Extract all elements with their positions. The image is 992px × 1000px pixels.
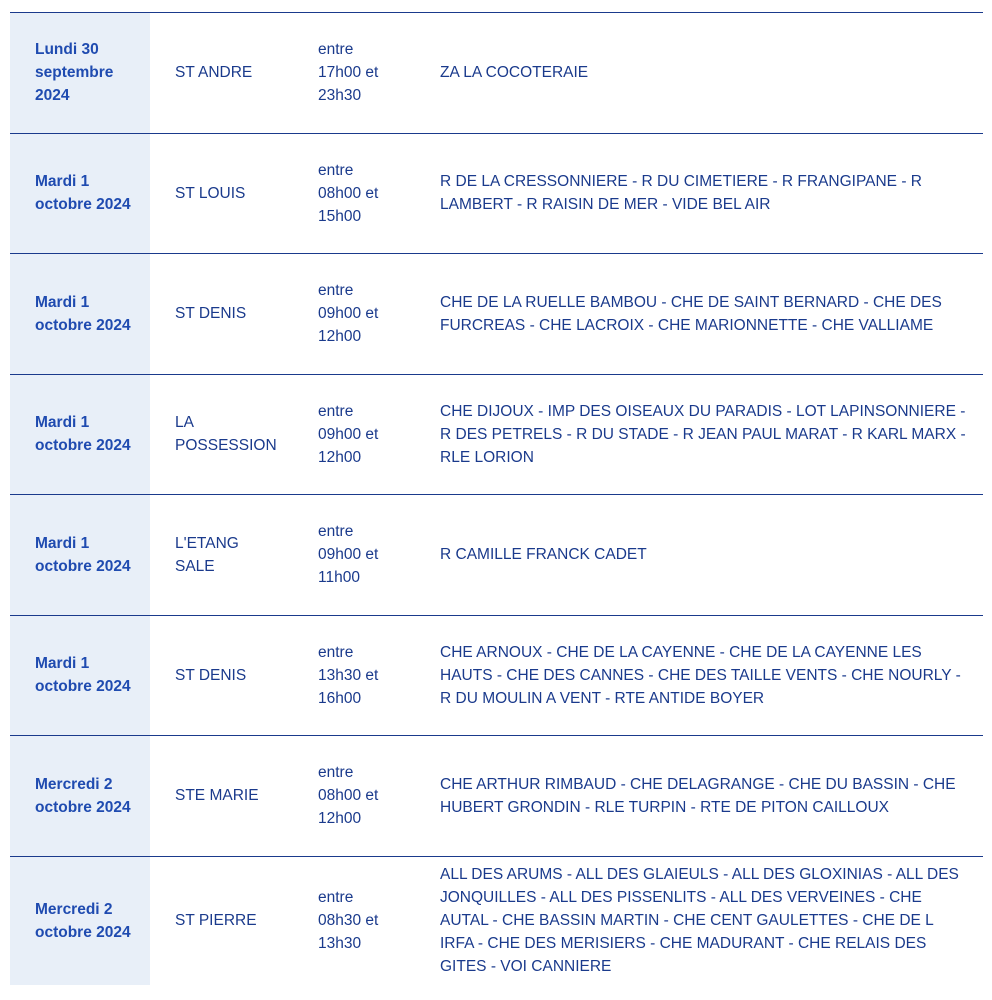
streets-text: ALL DES ARUMS - ALL DES GLAIEULS - ALL DES GLOXINIAS - ALL DES JONQUILLES - ALL DES PISSENLITS - ALL DES VERVEINES - CHE AUTAL - CHE BASSIN MARTIN - CHE CENT GAULETTES - CHE DE L IRFA - CHE DES MERISIERS - CHE MADURANT - CHE RELAIS DES GITES - VOI CANNIERE (440, 866, 959, 975)
city-text: LA POSSESSION (175, 414, 277, 455)
streets-cell (415, 375, 983, 495)
date-cell (10, 736, 150, 856)
streets-cell (415, 616, 983, 736)
city-cell (150, 13, 294, 133)
date-text: Mardi 1 octobre 2024 (35, 414, 131, 455)
city-text: ST PIERRE (175, 912, 257, 929)
table-row (10, 495, 983, 616)
date-text: Mercredi 2 octobre 2024 (35, 900, 131, 941)
streets-cell (415, 254, 983, 374)
time-text: entre 08h00 et 15h00 (318, 161, 379, 225)
streets-text: CHE ARTHUR RIMBAUD - CHE DELAGRANGE - CHE DU BASSIN - CHE HUBERT GRONDIN - RLE TURPIN - RTE DE PITON CAILLOUX (440, 775, 956, 816)
date-cell (10, 616, 150, 736)
date-cell (10, 857, 150, 985)
table-row (10, 13, 983, 134)
date-cell (10, 375, 150, 495)
time-cell (294, 616, 415, 736)
city-text: ST DENIS (175, 305, 247, 323)
time-cell (294, 495, 415, 615)
time-cell (294, 134, 415, 254)
date-cell (10, 254, 150, 374)
time-text: entre 13h30 et 16h00 (318, 643, 379, 707)
streets-text: ZA LA COCOTERAIE (440, 64, 589, 82)
city-cell (150, 495, 294, 615)
streets-text: R CAMILLE FRANCK CADET (440, 546, 647, 564)
streets-cell (415, 13, 983, 133)
time-cell (294, 13, 415, 133)
date-text: Mardi 1 octobre 2024 (35, 293, 131, 334)
time-text: entre 08h00 et 12h00 (318, 764, 379, 828)
city-text: ST LOUIS (175, 184, 246, 202)
city-text: ST DENIS (175, 666, 247, 684)
streets-text: CHE ARNOUX - CHE DE LA CAYENNE - CHE DE LA CAYENNE LES HAUTS - CHE DES CANNES - CHE DES TAILLE VENTS - CHE NOURLY - R DU MOULIN A VENT - RTE ANTIDE BOYER (440, 643, 961, 707)
date-text: Mercredi 2 octobre 2024 (35, 775, 131, 816)
city-text: ST ANDRE (175, 64, 253, 82)
city-cell (150, 857, 294, 985)
time-text: entre 08h30 et 13h30 (318, 889, 379, 952)
city-cell (150, 254, 294, 374)
table-row (10, 254, 983, 375)
date-text: Mardi 1 octobre 2024 (35, 173, 131, 214)
date-cell (10, 495, 150, 615)
date-cell (10, 13, 150, 133)
streets-cell (415, 857, 983, 985)
city-text: L'ETANG SALE (175, 534, 239, 575)
city-cell (150, 134, 294, 254)
streets-cell (415, 495, 983, 615)
time-cell (294, 375, 415, 495)
streets-text: CHE DE LA RUELLE BAMBOU - CHE DE SAINT BERNARD - CHE DES FURCREAS - CHE LACROIX - CHE MARIONNETTE - CHE VALLIAME (440, 293, 942, 334)
time-cell (294, 857, 415, 985)
date-text: Mardi 1 octobre 2024 (35, 655, 131, 696)
time-cell (294, 736, 415, 856)
table-row (10, 736, 983, 857)
streets-cell (415, 736, 983, 856)
streets-cell (415, 134, 983, 254)
outage-schedule-table (10, 12, 983, 985)
time-text: entre 17h00 et 23h30 (318, 41, 379, 105)
streets-text: R DE LA CRESSONNIERE - R DU CIMETIERE - R FRANGIPANE - R LAMBERT - R RAISIN DE MER - VIDE BEL AIR (440, 173, 922, 214)
city-cell (150, 736, 294, 856)
time-cell (294, 254, 415, 374)
date-text: Mardi 1 octobre 2024 (35, 534, 131, 575)
city-cell (150, 616, 294, 736)
time-text: entre 09h00 et 12h00 (318, 282, 379, 346)
table-row (10, 375, 983, 496)
time-text: entre 09h00 et 12h00 (318, 402, 379, 466)
city-cell (150, 375, 294, 495)
streets-text: CHE DIJOUX - IMP DES OISEAUX DU PARADIS - LOT LAPINSONNIERE - R DES PETRELS - R DU STADE - R JEAN PAUL MARAT - R KARL MARX - RLE LORION (440, 402, 966, 466)
date-text: Lundi 30 septembre 2024 (35, 41, 114, 105)
city-text: STE MARIE (175, 787, 259, 805)
table-row (10, 616, 983, 737)
table-row (10, 134, 983, 255)
table-row (10, 857, 983, 985)
date-cell (10, 134, 150, 254)
time-text: entre 09h00 et 11h00 (318, 523, 379, 587)
